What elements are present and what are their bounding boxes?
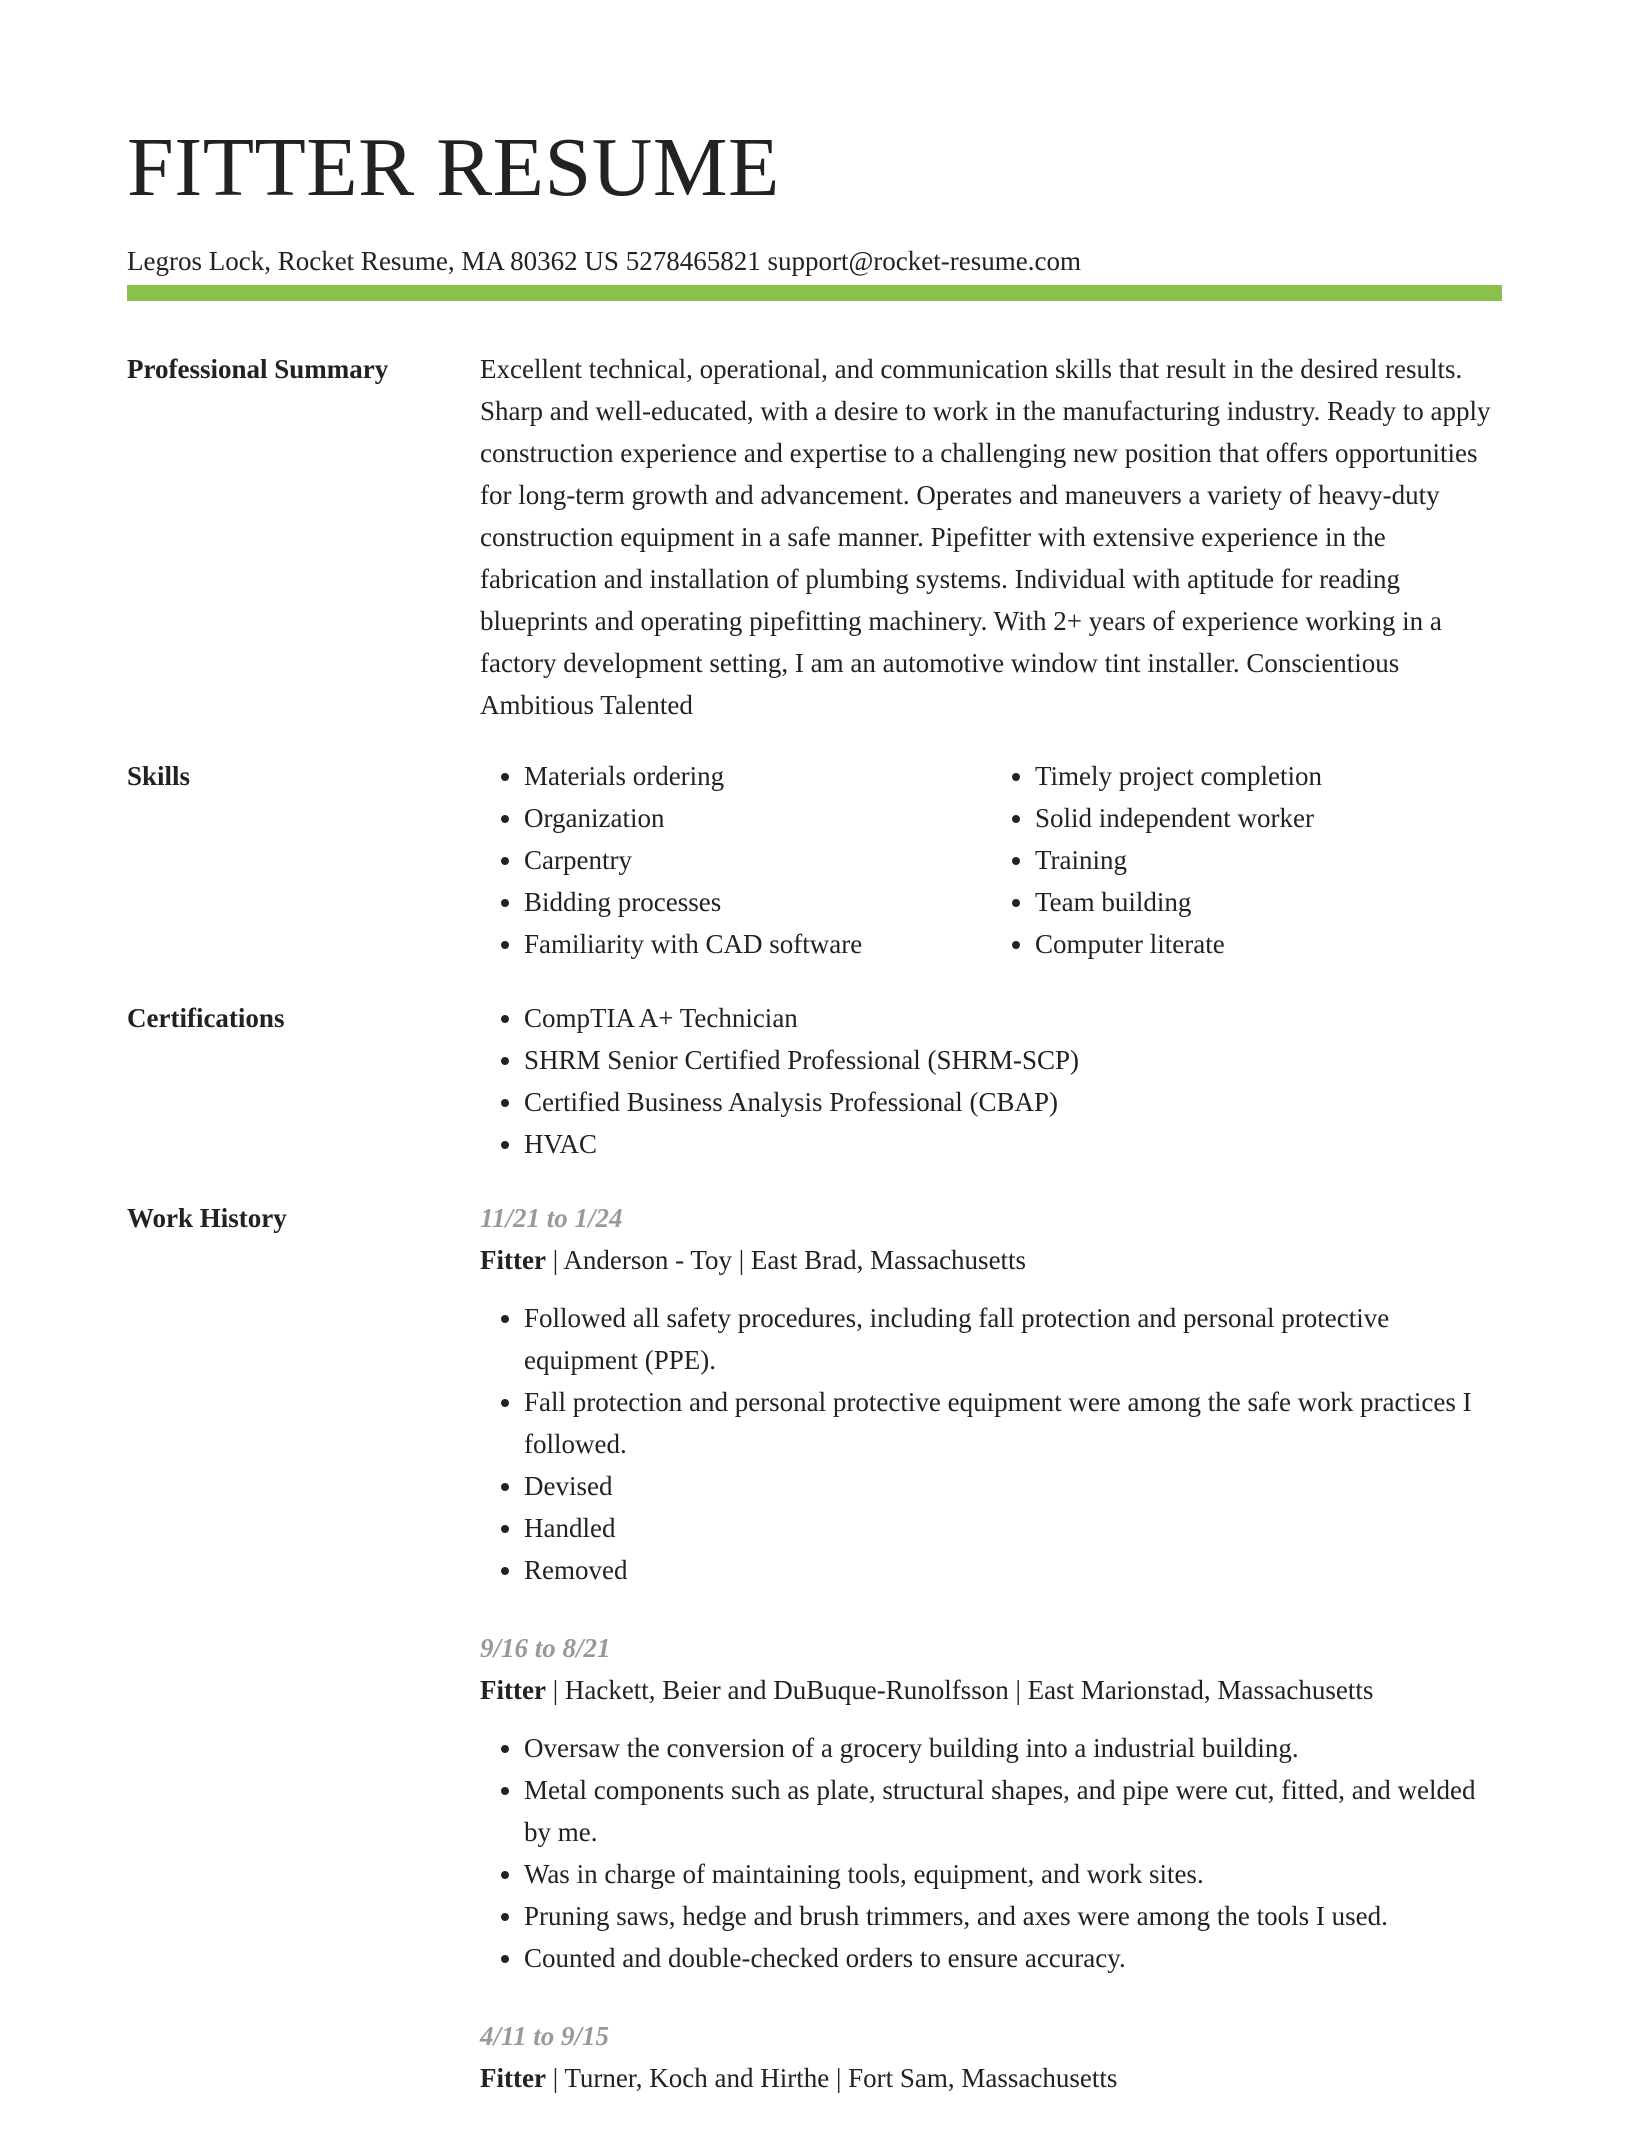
skills-list-right	[991, 755, 1502, 965]
skill-item: • Timely project completion	[1035, 755, 1502, 797]
job-bullet: • Counted and double-checked orders to ensure accuracy.	[524, 1937, 1502, 1979]
work-history-heading: Work History	[127, 1203, 287, 1233]
skill-item: • Familiarity with CAD software	[524, 923, 991, 965]
job-dates: 11/21 to 1/24	[480, 1203, 623, 1233]
skill-item: • Training	[1035, 839, 1502, 881]
job-role: Fitter	[480, 1675, 546, 1705]
job-entry	[480, 1197, 1502, 1591]
job-title-line	[480, 2057, 1502, 2099]
skill-item: • Organization	[524, 797, 991, 839]
job-bullet: • Oversaw the conversion of a grocery building into a industrial building.	[524, 1727, 1502, 1769]
certifications-heading: Certifications	[127, 1003, 285, 1033]
job-details: | Anderson - Toy | East Brad, Massachusetts	[545, 1245, 1027, 1275]
job-bullet: • Was in charge of maintaining tools, equipment, and work sites.	[524, 1853, 1502, 1895]
certification-item: • HVAC	[524, 1123, 1502, 1165]
job-bullet: • Metal components such as plate, structural shapes, and pipe were cut, fitted, and welded by me.	[524, 1769, 1502, 1853]
job-bullets	[480, 1727, 1502, 1979]
summary-text: Excellent technical, operational, and communication skills that result in the desired results. Sharp and well-educated, with a desire to work in the manufacturing industry. Ready to apply construction experience and expertise to a challenging new position that offers opportunities for long-term growth and advancement. Operates and maneuvers a variety of heavy-duty construction equipment in a safe manner. Pipefitter with extensive experience in the fabrication and installation of plumbing systems. Individual with aptitude for reading blueprints and operating pipefitting machinery. With 2+ years of experience working in a factory development setting, I am an automotive window tint installer. Conscientious Ambitious Talented	[480, 354, 1491, 720]
job-bullet: • Handled	[524, 1507, 1502, 1549]
summary-heading: Professional Summary	[127, 354, 389, 384]
job-details: | Turner, Koch and Hirthe | Fort Sam, Massachusetts	[545, 2063, 1118, 2093]
skills-heading: Skills	[127, 761, 191, 791]
job-role: Fitter	[480, 1245, 546, 1275]
job-role: Fitter	[480, 2063, 546, 2093]
job-title-line	[480, 1669, 1502, 1711]
accent-divider	[127, 285, 1502, 301]
job-bullets	[480, 1297, 1502, 1591]
job-bullet: • Devised	[524, 1465, 1502, 1507]
skill-item: • Materials ordering	[524, 755, 991, 797]
resume-title: FITTER RESUME	[127, 121, 780, 214]
certifications-list	[480, 997, 1502, 1165]
job-bullet: • Removed	[524, 1549, 1502, 1591]
skills-body	[480, 755, 1502, 965]
skills-columns	[480, 755, 1502, 965]
skill-item: • Team building	[1035, 881, 1502, 923]
job-details: | Hackett, Beier and DuBuque-Runolfsson | East Marionstad, Massachusetts	[545, 1675, 1374, 1705]
work-history-body	[480, 1197, 1502, 2135]
skill-item: • Computer literate	[1035, 923, 1502, 965]
job-bullet: • Pruning saws, hedge and brush trimmers, and axes were among the tools I used.	[524, 1895, 1502, 1937]
contact-line: Legros Lock, Rocket Resume, MA 80362 US 5278465821 support@rocket-resume.com	[127, 246, 1081, 276]
summary-body	[480, 348, 1502, 726]
certification-item: • Certified Business Analysis Professional (CBAP)	[524, 1081, 1502, 1123]
certifications-body	[480, 997, 1502, 1165]
resume-header	[127, 118, 1502, 278]
job-entry	[480, 2015, 1502, 2099]
job-entry	[480, 1627, 1502, 1979]
certification-item: • SHRM Senior Certified Professional (SHRM-SCP)	[524, 1039, 1502, 1081]
skill-item: • Carpentry	[524, 839, 991, 881]
job-dates: 9/16 to 8/21	[480, 1633, 611, 1663]
certification-item: • CompTIA A+ Technician	[524, 997, 1502, 1039]
skill-item: • Bidding processes	[524, 881, 991, 923]
job-bullet: • Followed all safety procedures, including fall protection and personal protective equipment (PPE).	[524, 1297, 1502, 1381]
skill-item: • Solid independent worker	[1035, 797, 1502, 839]
job-title-line	[480, 1239, 1502, 1281]
skills-list-left	[480, 755, 991, 965]
job-dates: 4/11 to 9/15	[480, 2021, 610, 2051]
job-bullet: • Fall protection and personal protective equipment were among the safe work practices I followed.	[524, 1381, 1502, 1465]
